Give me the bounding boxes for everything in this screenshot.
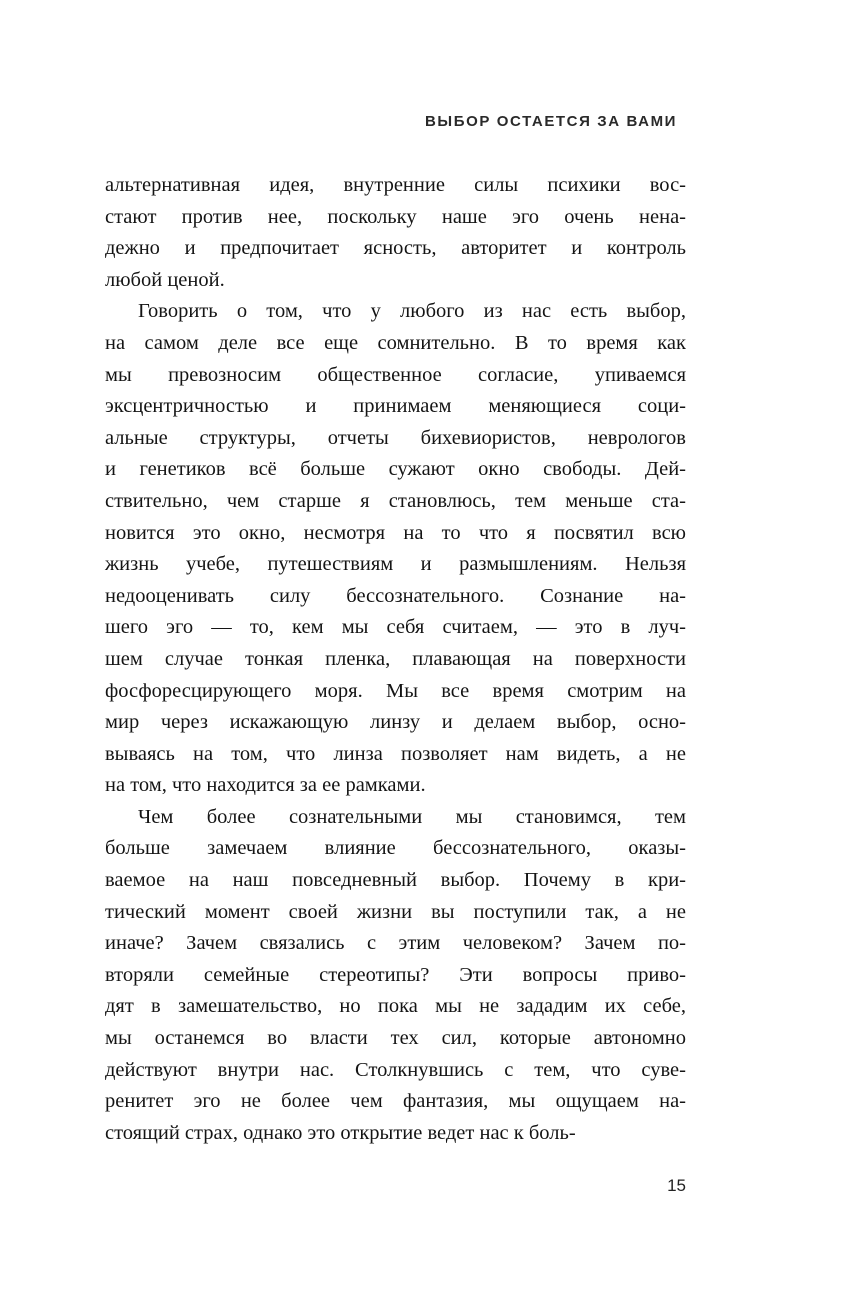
- text-line: новится это окно, несмотря на то что я посвятил всю: [105, 521, 686, 544]
- text-line: любой ценой.: [105, 268, 225, 291]
- text-line: ваемое на наш повседневный выбор. Почему в кри-: [105, 869, 686, 892]
- paragraph: [105, 296, 686, 802]
- text-line: на том, что находится за ее рамками.: [105, 774, 426, 797]
- text-line: вторяли семейные стереотипы? Эти вопросы приво-: [105, 963, 686, 986]
- text-line: мир через искажающую линзу и делаем выбор, осно-: [105, 711, 686, 734]
- text-line: ствительно, чем старше я становлюсь, тем меньше ста-: [105, 489, 686, 512]
- text-line: Чем более сознательными мы становимся, тем: [138, 805, 686, 828]
- text-line: больше замечаем влияние бессознательного, оказы-: [105, 837, 686, 860]
- paragraph: [105, 802, 686, 1150]
- text-line: вываясь на том, что линза позволяет нам видеть, а не: [105, 742, 686, 765]
- running-head: ВЫБОР ОСТАЕТСЯ ЗА ВАМИ: [425, 113, 678, 130]
- text-line: дежно и предпочитает ясность, авторитет и контроль: [105, 237, 686, 260]
- page-number: 15: [667, 1176, 686, 1195]
- text-line: мы останемся во власти тех сил, которые автономно: [105, 1027, 686, 1050]
- text-line: стают против нее, поскольку наше эго очень нена-: [105, 205, 686, 228]
- text-line: альные структуры, отчеты бихевиористов, неврологов: [105, 426, 686, 449]
- text-line: Говорить о том, что у любого из нас есть выбор,: [138, 300, 686, 323]
- text-line: ренитет эго не более чем фантазия, мы ощущаем на-: [105, 1090, 686, 1113]
- text-line: иначе? Зачем связались с этим человеком? Зачем по-: [105, 932, 686, 955]
- text-line: дят в замешательство, но пока мы не зададим их себе,: [105, 995, 686, 1018]
- text-line: стоящий страх, однако это открытие ведет нас к боль-: [105, 1121, 576, 1144]
- text-line: жизнь учебе, путешествиям и размышлениям. Нельзя: [105, 553, 686, 576]
- body-text: [105, 170, 686, 1149]
- text-line: эксцентричностью и принимаем меняющиеся соци-: [105, 395, 686, 418]
- text-line: на самом деле все еще сомнительно. В то время как: [105, 331, 686, 354]
- text-line: фосфоресцирующего моря. Мы все время смотрим на: [105, 679, 686, 702]
- text-line: и генетиков всё больше сужают окно свободы. Дей-: [105, 458, 686, 481]
- text-line: тический момент своей жизни вы поступили так, а не: [105, 900, 686, 923]
- paragraph: [105, 170, 686, 296]
- text-line: шего эго — то, кем мы себя считаем, — это в луч-: [105, 616, 686, 639]
- text-line: шем случае тонкая пленка, плавающая на поверхности: [105, 647, 686, 670]
- text-line: мы превозносим общественное согласие, упиваемся: [105, 363, 686, 386]
- text-line: недооценивать силу бессознательного. Сознание на-: [105, 584, 686, 607]
- text-line: действуют внутри нас. Столкнувшись с тем, что суве-: [105, 1058, 686, 1081]
- text-line: альтернативная идея, внутренние силы психики вос-: [105, 174, 686, 196]
